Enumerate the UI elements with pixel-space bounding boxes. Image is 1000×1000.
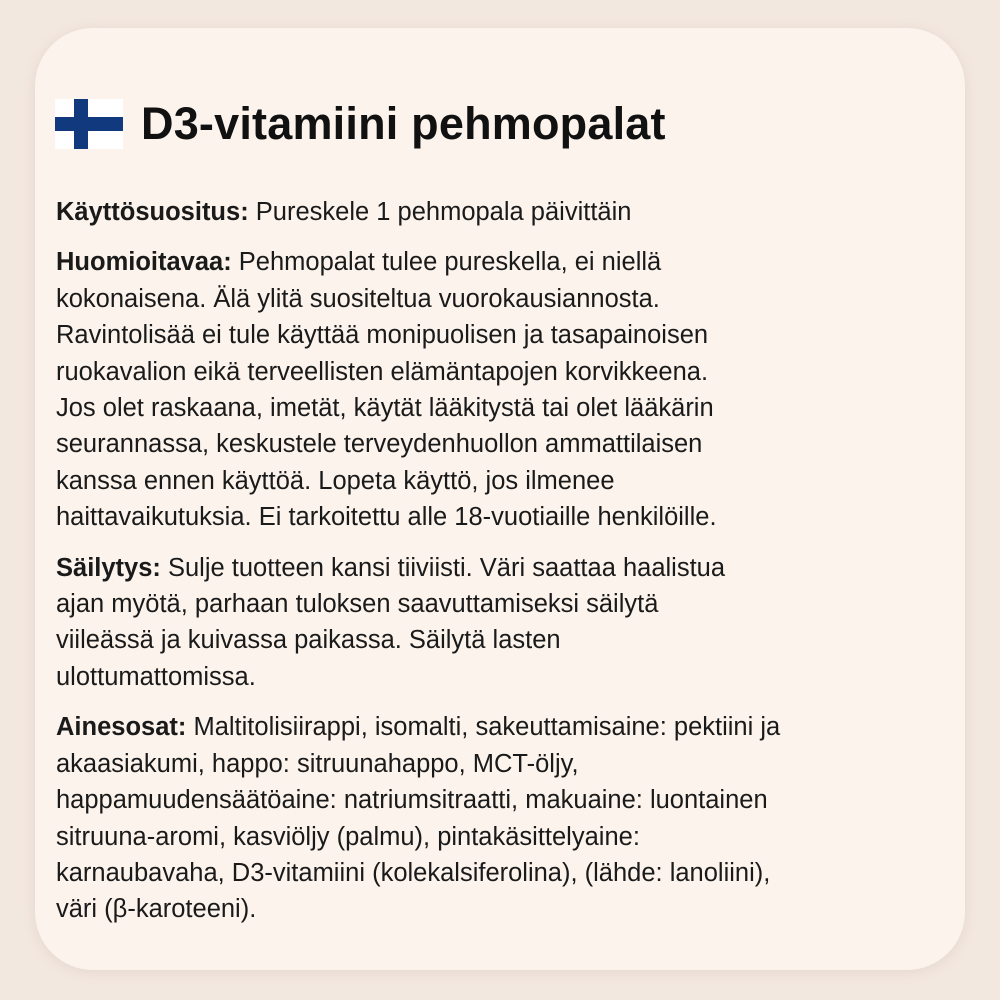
ingredients-text: Maltitolisiirappi, isomalti, sakeuttamisaine: pektiini ja	[193, 713, 781, 742]
notes-text: kanssa ennen käyttöä. Lopeta käyttö, jos ilmenee	[56, 466, 615, 495]
product-title: D3-vitamiini pehmopalat	[141, 98, 666, 149]
usage-text: Pureskele 1 pehmopala päivittäin	[255, 198, 632, 226]
product-info-card	[35, 28, 965, 970]
ingredients-text: väri (β-karoteeni).	[56, 895, 257, 924]
notes-text: Pehmopalat tulee pureskella, ei niellä	[238, 248, 662, 277]
notes-text: ruokavalion eikä terveellisten elämäntapojen korvikkeena.	[56, 357, 709, 386]
ingredients-text: sitruuna-aromi, kasviöljy (palmu), pintakäsittelyaine:	[56, 822, 640, 851]
notes-text: seurannassa, keskustele terveydenhuollon ammattilaisen	[56, 430, 703, 459]
text-line	[56, 550, 956, 586]
product-details	[56, 194, 956, 928]
ingredients-text: akaasiakumi, happo: sitruunahappo, MCT-öljy,	[56, 749, 579, 778]
storage-label: Säilytys:	[56, 553, 161, 582]
title-row	[55, 96, 666, 152]
usage-section	[56, 194, 956, 230]
text-line	[56, 244, 956, 280]
storage-text: ajan myötä, parhaan tuloksen saavuttamiseksi säilytä	[56, 590, 659, 619]
usage-label: Käyttösuositus:	[56, 198, 249, 226]
ingredients-section	[56, 709, 956, 927]
text-line	[56, 194, 956, 230]
storage-section	[56, 550, 956, 696]
storage-text: Sulje tuotteen kansi tiiviisti. Väri saattaa haalistua	[167, 553, 726, 582]
storage-text: ulottumattomissa.	[56, 662, 256, 691]
text-line	[56, 709, 956, 745]
finland-flag-icon	[55, 99, 123, 149]
notes-text: Jos olet raskaana, imetät, käytät lääkitystä tai olet lääkärin	[56, 394, 714, 423]
notes-text: Ravintolisää ei tule käyttää monipuolisen ja tasapainoisen	[56, 321, 709, 350]
notes-text: kokonaisena. Älä ylitä suositeltua vuorokausiannosta.	[56, 284, 660, 313]
notes-label: Huomioitavaa:	[56, 248, 232, 277]
notes-text: haittavaikutuksia. Ei tarkoitettu alle 18-vuotiaille henkilöille.	[56, 503, 717, 532]
notes-section	[56, 244, 956, 535]
ingredients-text: happamuudensäätöaine: natriumsitraatti, makuaine: luontainen	[56, 786, 768, 815]
storage-text: viileässä ja kuivassa paikassa. Säilytä lasten	[56, 626, 561, 655]
ingredients-text: karnaubavaha, D3-vitamiini (kolekalsiferolina), (lähde: lanoliini),	[56, 858, 771, 887]
ingredients-label: Ainesosat:	[56, 713, 187, 742]
